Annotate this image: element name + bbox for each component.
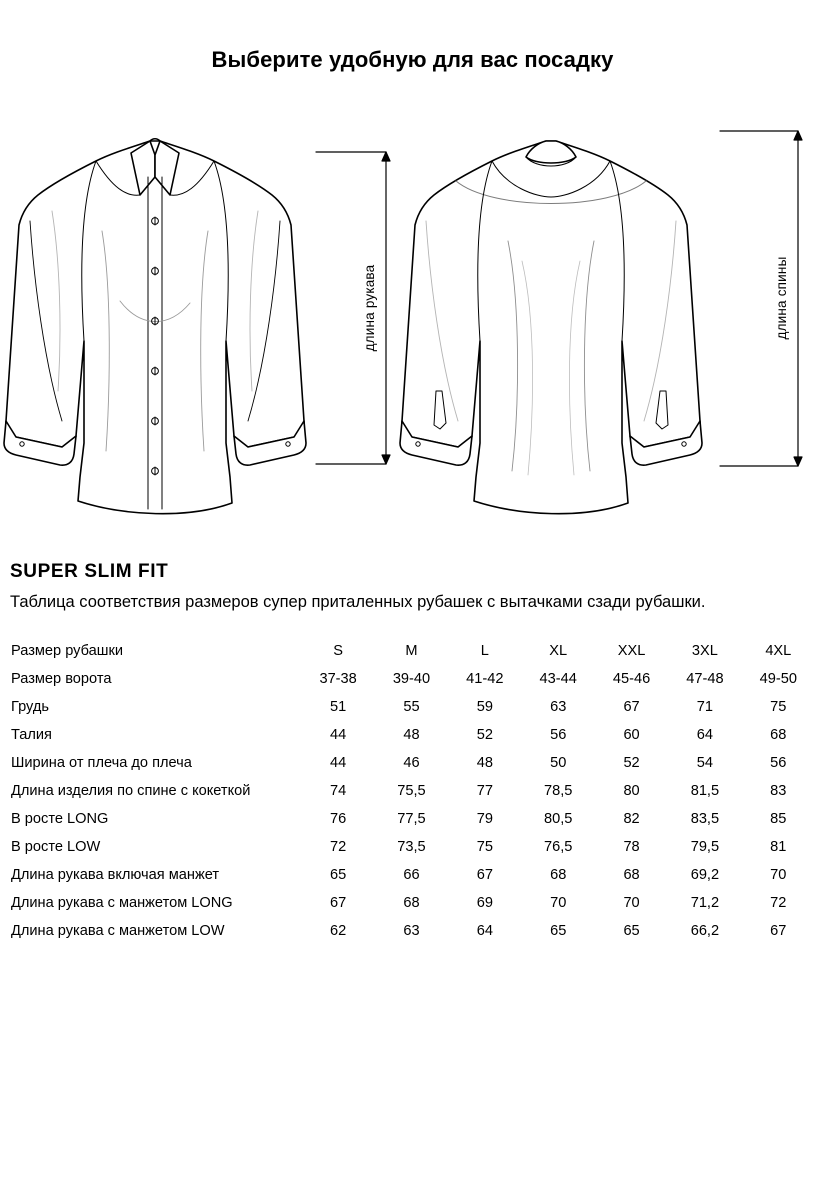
table-cell: 77,5	[397, 811, 426, 827]
table-row	[10, 693, 815, 721]
table-header-size-5: 3XL	[691, 643, 718, 659]
table-header-size-0: S	[333, 643, 343, 659]
table-cell: 82	[623, 811, 640, 827]
table-cell: 63	[403, 923, 420, 939]
table-cell: 69	[476, 895, 493, 911]
table-cell: 49-50	[759, 671, 797, 687]
table-cell: 52	[476, 727, 493, 743]
table-header-size-1: M	[405, 643, 418, 659]
table-cell: 43-44	[539, 671, 577, 687]
table-cell: 67	[623, 699, 640, 715]
table-cell: 70	[770, 867, 787, 883]
table-cell: 75,5	[397, 783, 426, 799]
table-cell: 47-48	[686, 671, 724, 687]
table-header-size-3: XL	[549, 643, 568, 659]
table-header-row	[10, 637, 815, 665]
table-cell: 65	[550, 923, 567, 939]
table-cell: 63	[550, 699, 567, 715]
front-shirt-illustration	[4, 139, 306, 514]
table-row-label: Грудь	[11, 699, 49, 715]
shirt-diagram-svg	[0, 91, 825, 561]
table-row	[10, 861, 815, 889]
table-cell: 39-40	[392, 671, 431, 687]
table-cell: 66,2	[690, 923, 720, 939]
table-cell: 44	[330, 755, 347, 771]
table-cell: 65	[623, 923, 640, 939]
table-row-label: Длина рукава включая манжет	[11, 867, 220, 883]
table-cell: 46	[403, 755, 420, 771]
back-length-label: длина спины	[774, 256, 789, 340]
table-row	[10, 917, 815, 945]
table-cell: 59	[476, 699, 493, 715]
table-cell: 78	[623, 839, 640, 855]
fit-section	[0, 561, 825, 945]
table-cell: 80,5	[543, 811, 573, 827]
table-cell: 83,5	[690, 811, 720, 827]
table-cell: 50	[550, 755, 567, 771]
table-cell: 60	[623, 727, 640, 743]
table-cell: 83	[770, 783, 787, 799]
shirt-illustration-area	[0, 91, 825, 561]
fit-name: SUPER SLIM FIT	[10, 561, 169, 582]
fit-description: Таблица соответствия размеров супер приталенных рубашек с вытачками сзади рубашки.	[10, 593, 706, 611]
table-cell: 65	[330, 867, 347, 883]
table-cell: 55	[403, 699, 420, 715]
table-row-label: Длина изделия по спине с кокеткой	[11, 783, 251, 799]
table-cell: 67	[770, 923, 787, 939]
table-cell: 74	[330, 783, 347, 799]
table-cell: 70	[623, 895, 640, 911]
table-cell: 62	[330, 923, 347, 939]
table-cell: 68	[623, 867, 640, 883]
table-cell: 70	[550, 895, 567, 911]
table-cell: 64	[476, 923, 493, 939]
table-row	[10, 777, 815, 805]
table-cell: 48	[476, 755, 493, 771]
table-cell: 66	[403, 867, 420, 883]
table-cell: 52	[623, 755, 640, 771]
table-row-label: Длина рукава с манжетом LONG	[11, 895, 233, 911]
table-row	[10, 889, 815, 917]
table-row-label: В росте LOW	[11, 839, 101, 855]
table-cell: 77	[476, 783, 493, 799]
table-cell: 75	[476, 839, 493, 855]
table-row	[10, 749, 815, 777]
page-title: Выберите удобную для вас посадку	[211, 47, 614, 72]
table-header-size-2: L	[480, 643, 489, 659]
table-cell: 81,5	[690, 783, 720, 799]
table-cell: 41-42	[466, 671, 504, 687]
table-cell: 45-46	[612, 671, 651, 687]
table-row-label: Размер ворота	[11, 671, 112, 687]
table-cell: 68	[550, 867, 567, 883]
table-header-size-6: 4XL	[765, 643, 792, 659]
table-cell: 79,5	[690, 839, 720, 855]
table-row	[10, 805, 815, 833]
table-cell: 71	[696, 699, 714, 715]
table-row	[10, 833, 815, 861]
back-shirt-illustration	[400, 141, 702, 514]
table-cell: 72	[770, 895, 787, 911]
table-row-label: Талия	[11, 727, 52, 743]
table-row-label: Длина рукава с манжетом LOW	[11, 923, 225, 939]
table-cell: 71,2	[690, 895, 720, 911]
table-cell: 56	[550, 727, 567, 743]
table-cell: 67	[476, 867, 493, 883]
table-cell: 80	[623, 783, 640, 799]
table-row	[10, 721, 815, 749]
table-cell: 56	[770, 755, 787, 771]
size-table	[10, 637, 815, 945]
table-cell: 51	[330, 699, 347, 715]
table-cell: 72	[330, 839, 347, 855]
table-row-label: Ширина от плеча до плеча	[11, 755, 192, 771]
table-cell: 85	[770, 811, 787, 827]
table-header-size-4: XXL	[617, 643, 646, 659]
table-cell: 54	[696, 755, 714, 771]
table-row-label: В росте LONG	[11, 811, 109, 827]
table-cell: 78,5	[543, 783, 573, 799]
sleeve-length-label: длина рукава	[362, 264, 377, 352]
size-table-body	[10, 665, 815, 945]
table-cell: 68	[403, 895, 420, 911]
table-cell: 76,5	[543, 839, 573, 855]
table-cell: 37-38	[319, 671, 357, 687]
table-cell: 79	[476, 811, 493, 827]
table-cell: 81	[770, 839, 787, 855]
table-cell: 67	[330, 895, 347, 911]
table-cell: 48	[403, 727, 420, 743]
table-row	[10, 665, 815, 693]
table-cell: 73,5	[397, 839, 426, 855]
table-cell: 64	[696, 727, 714, 743]
table-header-label: Размер рубашки	[11, 643, 124, 659]
sleeve-length-dimension	[310, 149, 390, 464]
table-cell: 69,2	[690, 867, 720, 883]
table-cell: 44	[330, 727, 347, 743]
table-cell: 75	[770, 699, 787, 715]
table-cell: 76	[330, 811, 347, 827]
table-cell: 68	[770, 727, 787, 743]
back-length-dimension	[720, 131, 802, 466]
